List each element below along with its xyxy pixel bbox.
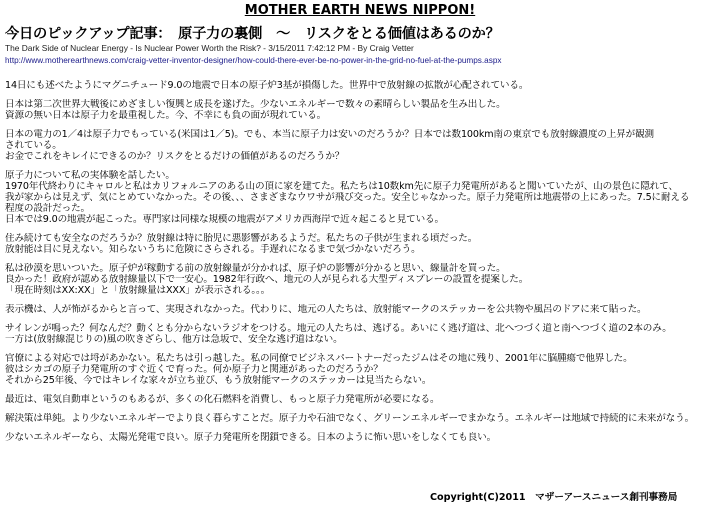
- paragraph-line: 放射能は目に見えない。知らないうちに危険にさらされる。手遅れになるまで気づかないだろう。: [5, 244, 421, 255]
- paragraph-line: サイレンが鳴った？何なんだ？動くとも分からないラジオをつける。地元の人たちは、逃げる。あいにく逃げ道は、北へつづく道と南へつづく道の2本のみ。: [5, 323, 672, 334]
- paragraph-line: 1970年代終わりにキャロルと私はカリフォルニアのある山の頂に家を建てた。私たちは10数km先に原子力発電所があると聞いていたが、山の景色に隠れて、: [5, 181, 678, 192]
- copyright-footer: Copyright(C)2011 マザーアースニュース創刊事務局: [430, 492, 678, 503]
- paragraph-line: 日本では9.0の地震が起こった。専門家は同様な規模の地震がアメリカ西海岸で近々起こると見ている。: [5, 214, 444, 225]
- masthead-title: MOTHER EARTH NEWS NIPPON!: [244, 3, 476, 18]
- body-paragraph: [5, 432, 717, 443]
- paragraph-line: 少ないエネルギーなら、太陽光発電で良い。原子力発電所を閉鎖できる。日本のように怖い思いをしなくても良い。: [5, 432, 497, 443]
- paragraph-line: 解決策は単純。より少ないエネルギーでより良く暮らすことだ。原子力や石油でなく、グリーンエネルギーでまかなう。エネルギーは地域で持続的に未来がなう。: [5, 413, 695, 424]
- paragraph-line: 住み続けても安全なのだろうか？放射線は特に胎児に悪影響があるようだ。私たちの子供が生まれる頃だった。: [5, 233, 478, 244]
- body-paragraph: [5, 263, 717, 296]
- article-body: [5, 80, 717, 451]
- paragraph-line: お金でこれをキレイにできるのか？リスクをとるだけの価値があるのだろうか？: [5, 151, 345, 162]
- source-url[interactable]: http://www.motherearthnews.com/craig-vetter-inventor-designer/how-could-there-ever-be-no-power-in-the-grid-no-fuel-at-the-pumps.aspx: [5, 56, 502, 65]
- paragraph-line: 日本の電力の1／4は原子力でもっている(米国は1／5)。でも、本当に原子力は安いのだろうか？日本では数100km南の東京でも放射線濃度の上昇が観測: [5, 129, 654, 140]
- body-paragraph: [5, 80, 717, 91]
- paragraph-line: 一方は(放射線混じりの)風の吹きざらし、他方は急坂で、安全な逃げ道はない。: [5, 334, 343, 345]
- paragraph-line: 程度の設計だった。: [5, 203, 90, 214]
- paragraph-line: 官僚による対応では埒があかない。私たちは引っ越した。私の同僚でビジネスパートナーだったジムはその地に残り、2001年に脳腫瘍で他界した。: [5, 353, 633, 364]
- paragraph-line: 14日にも述べたようにマグニチュード9.0の地震で日本の原子炉3基が損傷した。世界中で放射線の拡散が心配されている。: [5, 80, 529, 91]
- body-paragraph: [5, 170, 717, 225]
- body-paragraph: [5, 304, 717, 315]
- paragraph-line: 資源の無い日本は原子力を最重視した。今、不幸にも負の面が現れている。: [5, 110, 327, 121]
- body-paragraph: [5, 129, 717, 162]
- paragraph-line: 表示機は、人が怖がるからと言って、実現されなかった。代わりに、地元の人たちは、放射能マークのステッカーを公共物や風呂のドアに来て貼った。: [5, 304, 647, 315]
- article-headline: 今日のピックアップ記事： 原子力の裏側 ～ リスクをとる価値はあるのか？: [5, 26, 500, 42]
- body-paragraph: [5, 323, 717, 345]
- paragraph-line: それから25年後、今ではキレイな家々が立ち並び、もう放射能マークのステッカーは見当たらない。: [5, 375, 432, 386]
- paragraph-line: 原子力について私の実体験を話したい。: [5, 170, 175, 181]
- body-paragraph: [5, 394, 717, 405]
- paragraph-line: されている。: [5, 140, 62, 151]
- paragraph-line: 私は砂漠を思いついた。原子炉が稼動する前の放射線量が分かれば、原子炉の影響が分かると思い、線量計を買った。: [5, 263, 506, 274]
- paragraph-line: 彼はシカゴの原子力発電所のすぐ近くで育った。何か原子力と関連があったのだろうか？: [5, 364, 383, 375]
- paragraph-line: 我が家からは見えず、気にとめていなかった。その後、、、さまざまなウワサが飛び交った。安全じゃなかった。原子力発電所は地震帯の上にあった。7.5に耐える: [5, 192, 690, 203]
- article-byline: The Dark Side of Nuclear Energy - Is Nuclear Power Worth the Risk? - 3/15/2011 7:42:12 PM - By Craig Vetter: [5, 43, 414, 53]
- paragraph-line: 「現在時刻はXX:XX」と「放射線量はXXX」が表示される。。。: [5, 285, 271, 296]
- paragraph-line: 最近は、電気自動車というのもあるが、多くの化石燃料を消費し、もっと原子力発電所が必要になる。: [5, 394, 440, 405]
- paragraph-line: 良かった！政府が認める放射線量以下で一安心。1982年行政へ、地元の人が見られる大型ディスプレーの設置を提案した。: [5, 274, 529, 285]
- paragraph-line: 日本は第二次世界大戦後にめざましい復興と成長を遂げた。少ないエネルギーで数々の素晴らしい製品を生み出した。: [5, 99, 506, 110]
- body-paragraph: [5, 99, 717, 121]
- body-paragraph: [5, 233, 717, 255]
- body-paragraph: [5, 413, 717, 424]
- body-paragraph: [5, 353, 717, 386]
